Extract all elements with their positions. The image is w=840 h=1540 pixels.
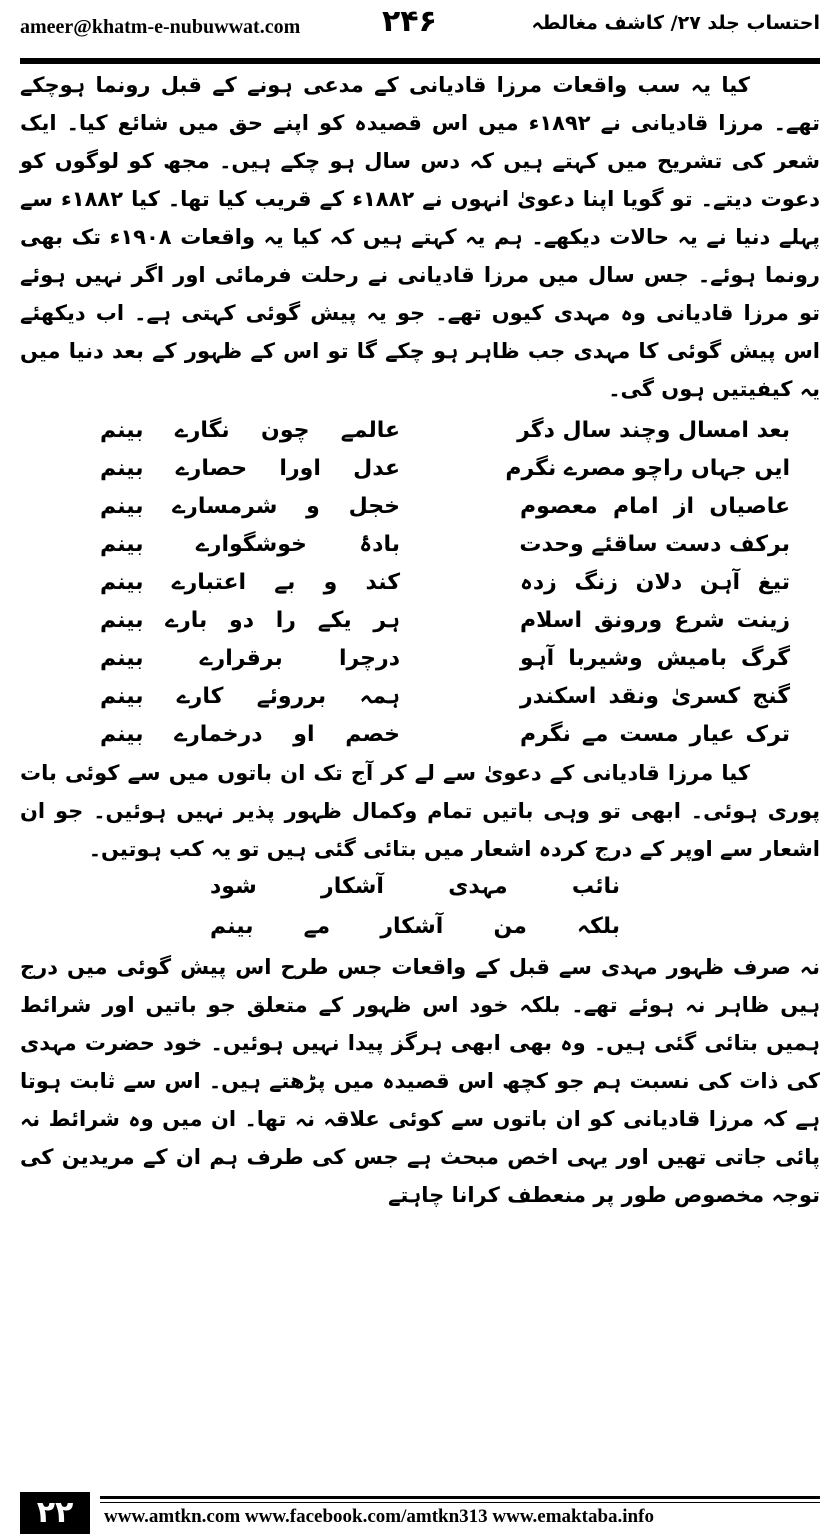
poem-couplet bbox=[20, 602, 820, 640]
short-poem-line: بلکہ من آشکار مے بینم bbox=[210, 914, 620, 939]
poem-misra-second: عالمے چون نگارے بینم bbox=[100, 418, 400, 443]
persian-poem bbox=[20, 412, 820, 754]
poem-misra-first: ایں جہاں راچو مصرے نگرم bbox=[505, 456, 790, 481]
poem-misra-second: ہمہ برروئے کارے بینم bbox=[100, 684, 400, 709]
poem-couplet bbox=[20, 678, 820, 716]
poem-couplet bbox=[20, 450, 820, 488]
poem-misra-second: کند و بے اعتبارے بینم bbox=[100, 570, 400, 595]
poem-misra-second: بادۂ خوشگوارے بینم bbox=[100, 532, 400, 557]
poem-couplet bbox=[20, 526, 820, 564]
poem-misra-first: گرگ بامیش وشیربا آہو bbox=[520, 646, 790, 671]
poem-misra-second: ہر یکے را دو بارے بینم bbox=[100, 608, 400, 633]
poem-misra-first: تیغ آہن دلان زنگ زدہ bbox=[520, 570, 790, 595]
header-rule bbox=[20, 58, 820, 64]
poem-couplet bbox=[20, 716, 820, 754]
footer-rule bbox=[100, 1496, 820, 1499]
page-header bbox=[0, 0, 840, 64]
short-poem-line: نائب مہدی آشکار شود bbox=[210, 874, 620, 899]
poem-misra-first: بعد امسال وچند سال دگر bbox=[517, 418, 790, 443]
poem-misra-second: عدل اورا حصارے بینم bbox=[100, 456, 400, 481]
poem-misra-second: درچرا برقرارے بینم bbox=[100, 646, 400, 671]
footer-urls: www.amtkn.com www.facebook.com/amtkn313 www.emaktaba.info bbox=[104, 1506, 654, 1527]
poem-couplet bbox=[20, 564, 820, 602]
poem-couplet bbox=[20, 488, 820, 526]
poem-misra-first: برکف دست ساقئے وحدت bbox=[519, 532, 790, 557]
short-poem bbox=[20, 868, 820, 948]
footer-rule-thin bbox=[100, 1502, 820, 1503]
header-page-number: ۲۴۶ bbox=[382, 4, 437, 39]
poem-misra-first: عاصیاں از امام معصوم bbox=[520, 494, 790, 519]
paragraph-2: کیا مرزا قادیانی کے دعویٰ سے لے کر آج تک ان باتوں میں سے کوئی بات پوری ہوئی۔ ابھی تو وہی باتیں تمام وکمال ظہور پذیر نہیں ہوئیں۔ جو ان اشعار سے اوپر کے درج کردہ اشعار میں بتائی گئی ہیں تو یہ کب ہوتیں۔ bbox=[20, 761, 820, 861]
page-body bbox=[20, 66, 820, 1214]
poem-misra-first: ترک عیار مست مے نگرم bbox=[520, 722, 790, 747]
poem-misra-second: خجل و شرمسارے بینم bbox=[100, 494, 400, 519]
poem-misra-first: زینت شرع ورونق اسلام bbox=[520, 608, 790, 633]
poem-couplet bbox=[20, 640, 820, 678]
page-footer bbox=[0, 1490, 840, 1540]
poem-couplet bbox=[20, 412, 820, 450]
footer-page-number: ۲۲ bbox=[20, 1492, 90, 1534]
header-book-title: احتساب جلد ۲۷/ کاشف مغالطہ bbox=[531, 12, 820, 34]
header-email: ameer@khatm-e-nubuwwat.com bbox=[20, 16, 301, 38]
poem-misra-first: گنج کسریٰ ونقد اسکندر bbox=[520, 684, 790, 709]
paragraph-1: کیا یہ سب واقعات مرزا قادیانی کے مدعی ہونے کے قبل رونما ہوچکے تھے۔ مرزا قادیانی نے ۱۸۹۲ء میں اس قصیدہ کو اپنے حق میں شائع کیا۔ ایک شعر کی تشریح میں کہتے ہیں کہ دس سال ہو چکے ہیں۔ مجھ کو لوگوں کو دعوت دیتے۔ تو گویا اپنا دعویٰ انہوں نے ۱۸۸۲ء کے قریب کیا تھا۔ کیا ۱۸۸۲ء سے پہلے دنیا نے یہ حالات دیکھے۔ ہم یہ کہتے ہیں کہ کیا یہ واقعات ۱۹۰۸ء تک بھی رونما ہوئے۔ جس سال میں مرزا قادیانی نے رحلت فرمائی اور اگر نہیں ہوئے تو مرزا قادیانی وہ مہدی کیوں تھے۔ جو یہ پیش گوئی کہتی ہے۔ اب دیکھئے اس پیش گوئی کا مہدی جب ظاہر ہو چکے گا تو اس کے ظہور کے بعد دنیا میں یہ کیفیتیں ہوں گی۔ bbox=[20, 73, 820, 401]
poem-misra-second: خصم او درخمارے بینم bbox=[100, 722, 400, 747]
paragraph-3: نہ صرف ظہور مہدی سے قبل کے واقعات جس طرح اس پیش گوئی میں درج ہیں ظاہر نہ ہوئے تھے۔ بلکہ خود اس ظہور کے متعلق جو باتیں اور شرائط ہمیں بتائی گئی ہیں۔ وہ بھی ابھی ہرگز پیدا نہیں ہوئیں۔ خود حضرت مہدی کی ذات کی نسبت ہم جو کچھ اس قصیدہ میں پڑھتے ہیں۔ اس سے ثابت ہوتا ہے کہ مرزا قادیانی کو ان باتوں سے کوئی علاقہ نہ تھا۔ ان میں وہ شرائط نہ پائی جاتی تھیں اور یہی اخص مبحث ہے جس کی طرف ہم ان کے مریدین کی توجہ مخصوص طور پر منعطف کرانا چاہتے bbox=[20, 955, 820, 1207]
